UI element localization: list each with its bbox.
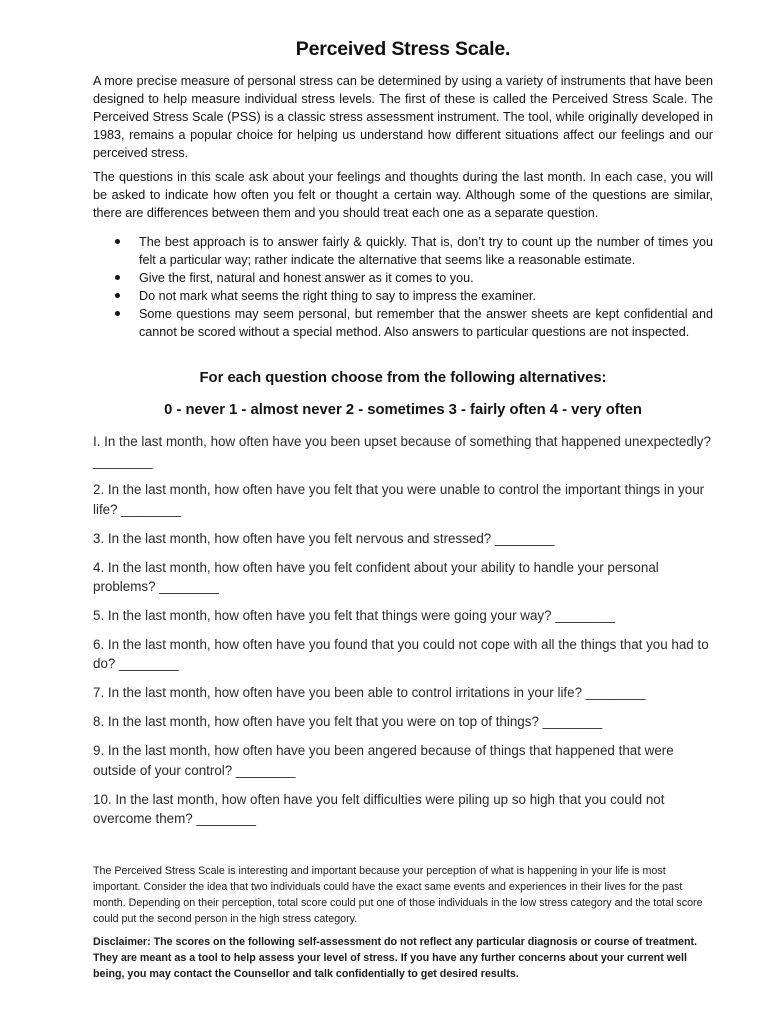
guideline-item [93, 269, 713, 287]
bullet-icon [115, 275, 120, 280]
question-item: 5. In the last month, how often have you felt that things were going your way? ________ [93, 608, 615, 624]
question-item: 9. In the last month, how often have you been angered because of things that happened that were outside of your control? ________ [93, 743, 674, 778]
intro-paragraph: A more precise measure of personal stress can be determined by using a variety of instruments that have been designed to help measure individual stress levels. The first of these is called the Perceived Stress Scale. The Perceived Stress Scale (PSS) is a classic stress assessment instrument. The tool, while originally developed in 1983, remains a popular choice for helping us understand how different situations affect our feelings and our perceived stress. [93, 74, 713, 161]
question-item: 7. In the last month, how often have you been able to control irritations in your life? ________ [93, 685, 646, 701]
question-item: 10. In the last month, how often have you felt difficulties were piling up so high that you could not overcome them? ________ [93, 791, 665, 827]
closing-paragraph: The Perceived Stress Scale is interesting and important because your perception of what is happening in your life is most important. Consider the idea that two individuals could have the exact same events and experiences in their lives for the past month. Depending on their perception, total score could put one of those individuals in the low stress category and the total score could put the second person in the high stress category. [93, 865, 703, 925]
alternatives-scale: 0 - never 1 - almost never 2 - sometimes 3 - fairly often 4 - very often [164, 402, 642, 418]
question-item: I. In the last month, how often have you been upset because of something that happened unexpectedly? ________ [93, 434, 711, 469]
guideline-item [93, 287, 713, 305]
bullet-icon [115, 239, 120, 244]
guideline-text: Do not mark what seems the right thing to say to impress the examiner. [139, 289, 536, 304]
page-title: Perceived Stress Scale. [295, 38, 511, 60]
disclaimer-paragraph: Disclaimer: The scores on the following self-assessment do not reflect any particular diagnosis or course of treatment. They are meant as a tool to help assess your level of stress. If you have any further concerns about your current well being, you may contact the Counsellor and talk confidentially to get desired results. [93, 936, 697, 980]
guidelines-list [93, 233, 713, 342]
question-item: 4. In the last month, how often have you felt confident about your ability to handle your personal problems? ________ [93, 559, 659, 595]
question-item: 2. In the last month, how often have you felt that you were unable to control the important things in your life? ________ [93, 482, 705, 517]
guideline-item [93, 233, 713, 269]
instructions-paragraph: The questions in this scale ask about your feelings and thoughts during the last month. In each case, you will be asked to indicate how often you felt or thought a certain way. Although some of the questions are similar, there are differences between them and you should treat each one as a separate question. [93, 170, 713, 221]
question-list [93, 432, 713, 838]
guideline-text: The best approach is to answer fairly & quickly. That is, don’t try to count up the number of times you felt a particular way; rather indicate the alternative that seems like a reasonable estimate. [139, 235, 713, 268]
bullet-icon [115, 311, 120, 316]
question-item: 8. In the last month, how often have you felt that you were on top of things? ________ [93, 714, 603, 730]
question-item: 3. In the last month, how often have you felt nervous and stressed? ________ [93, 530, 555, 546]
bullet-icon [115, 293, 120, 298]
guideline-item [93, 305, 713, 341]
guideline-text: Give the first, natural and honest answer as it comes to you. [139, 271, 474, 286]
alternatives-heading: For each question choose from the following alternatives: [199, 370, 607, 386]
guideline-text: Some questions may seem personal, but remember that the answer sheets are kept confidential and cannot be scored without a special method. Also answers to particular questions are not inspected. [139, 307, 713, 340]
question-item: 6. In the last month, how often have you found that you could not cope with all the things that you had to do? ________ [93, 636, 709, 672]
